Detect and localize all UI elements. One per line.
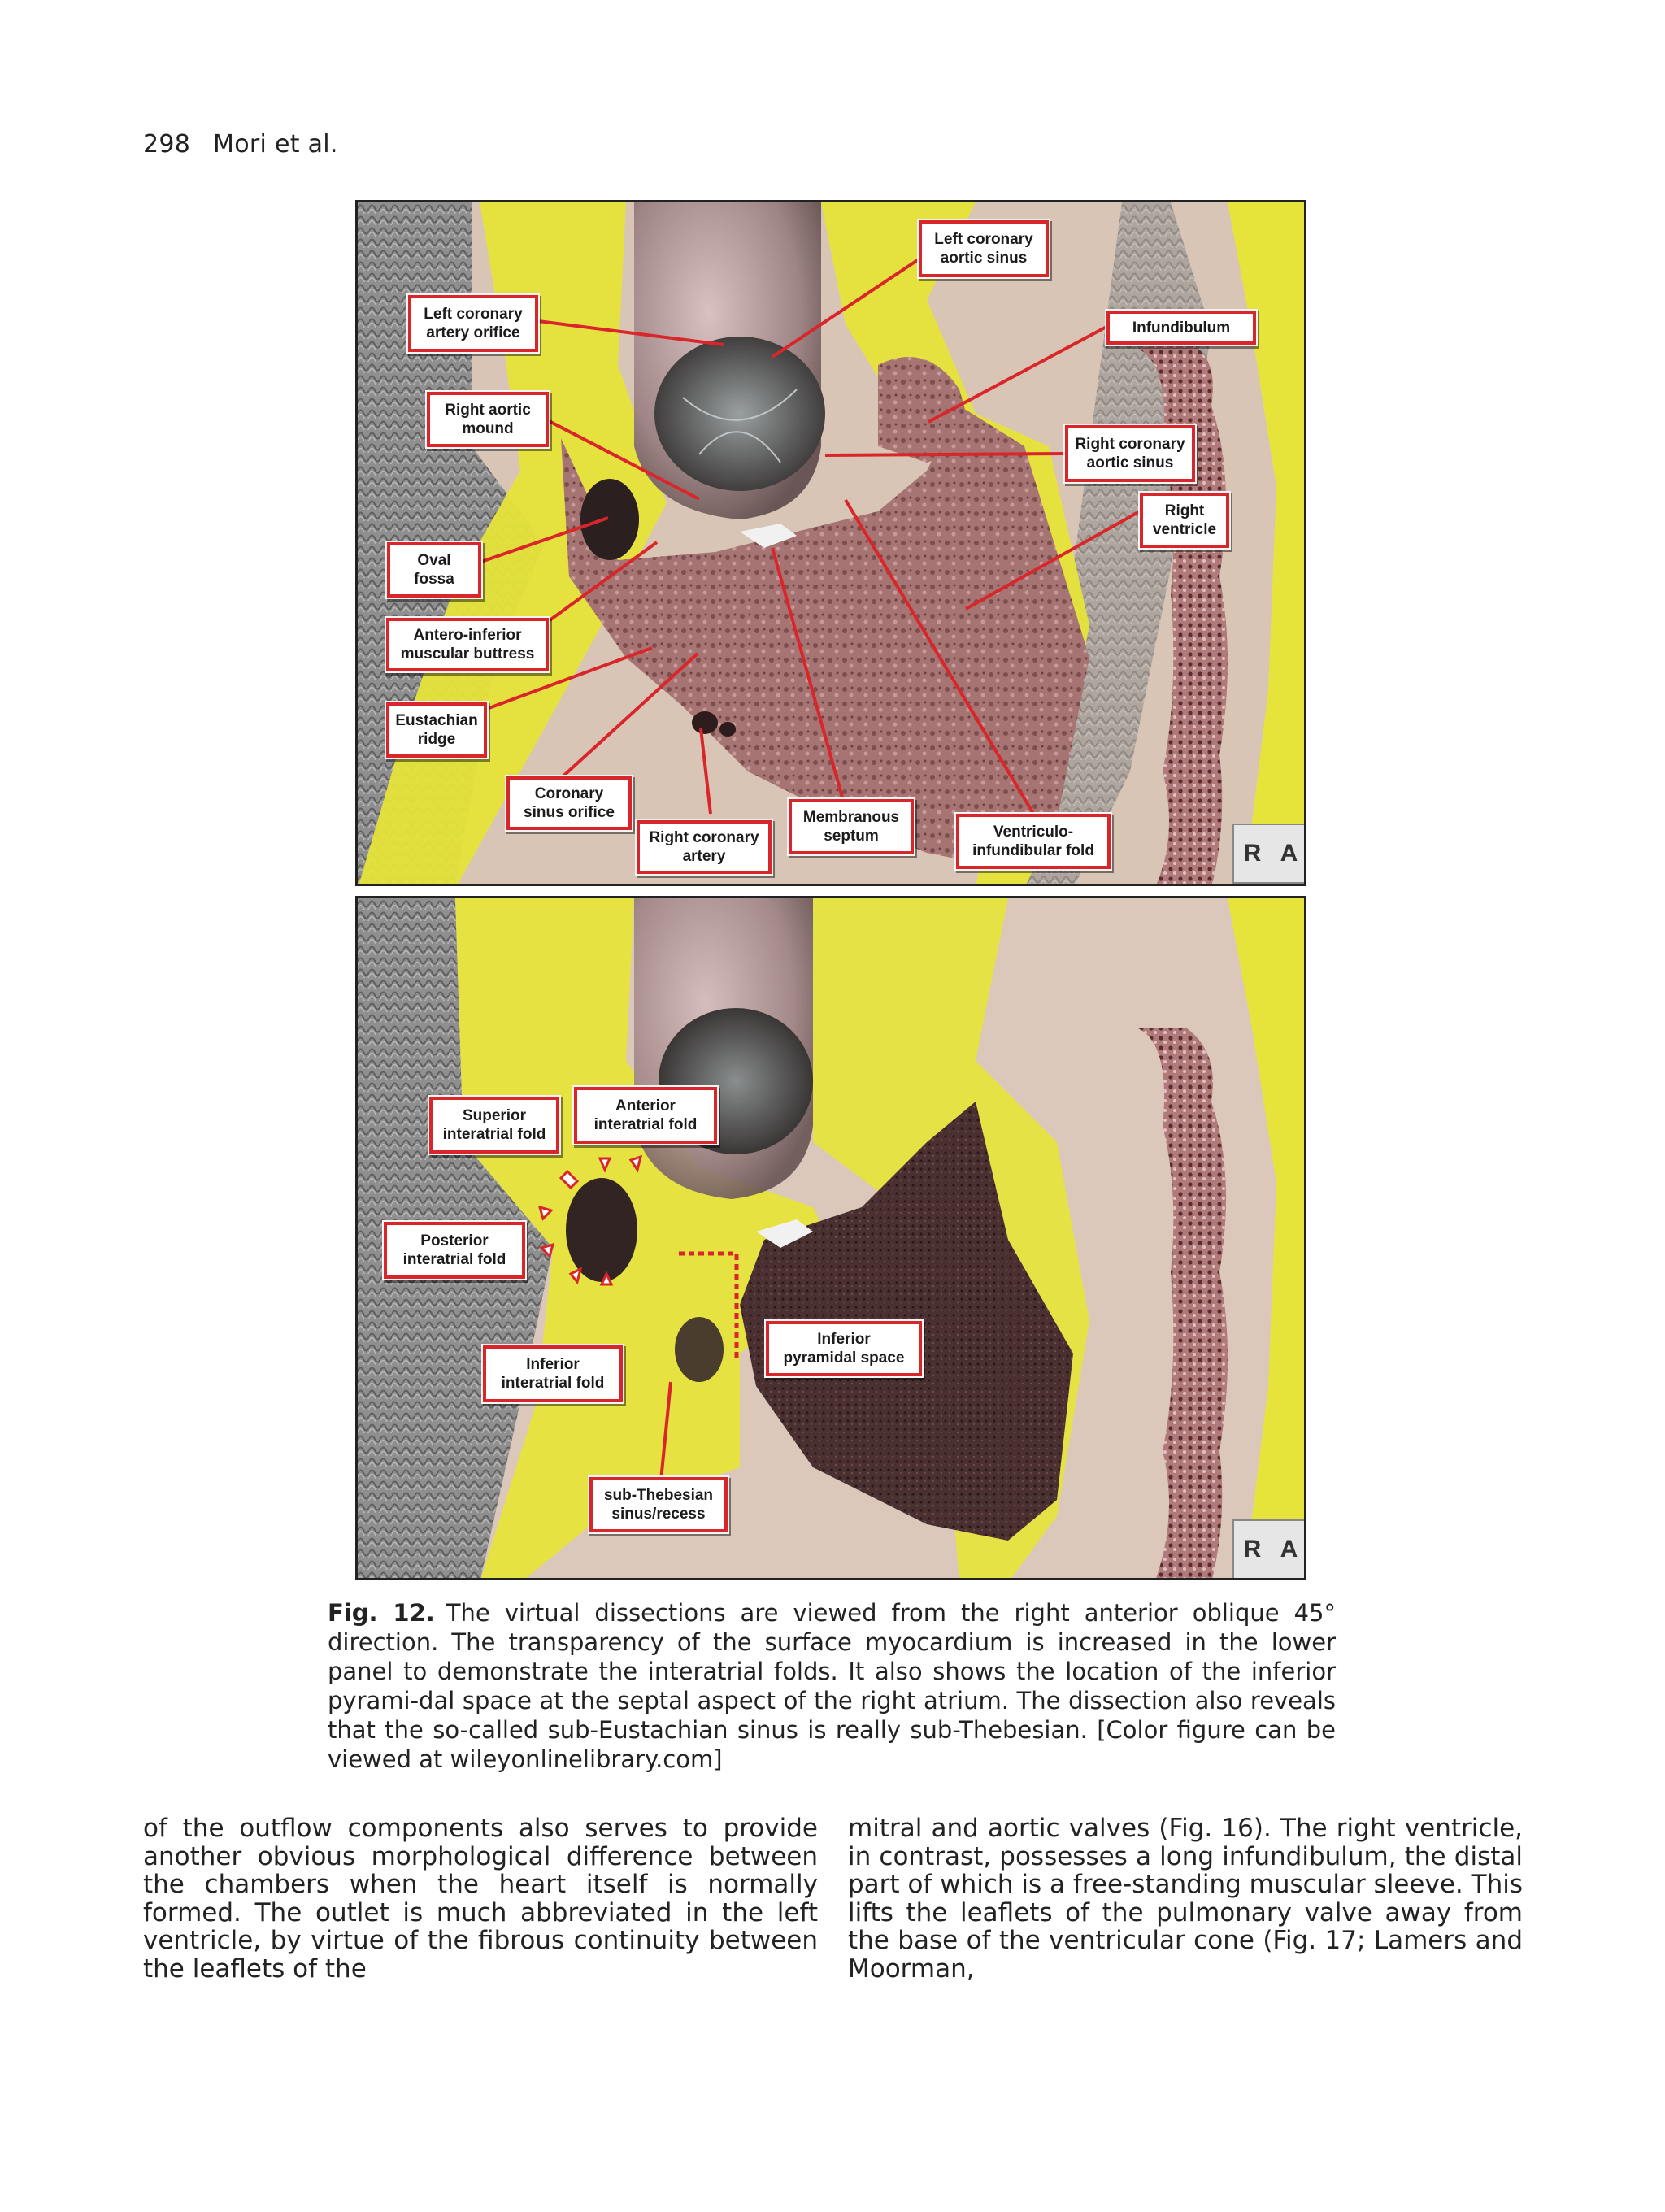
- orientation-anterior: A: [1280, 840, 1298, 867]
- figure-top-panel: [355, 200, 1306, 886]
- label-antero-inferior-muscular-buttress: Antero-inferior muscular buttress: [386, 618, 549, 671]
- label-infundibulum: Infundibulum: [1106, 311, 1256, 345]
- running-title: Mori et al.: [213, 130, 338, 159]
- label-right-coronary-artery: Right coronary artery: [637, 820, 772, 874]
- label-left-coronary-aortic-sinus: Left coronary aortic sinus: [919, 220, 1049, 277]
- label-right-aortic-mound: Right aortic mound: [427, 392, 549, 447]
- label-anterior-interatrial-fold: Anterior interatrial fold: [574, 1087, 717, 1144]
- label-membranous-septum: Membranous septum: [789, 799, 914, 854]
- label-sub-thebesian-sinus-recess: sub-Thebesian sinus/recess: [589, 1477, 728, 1532]
- oval-fossa-hole: [566, 1178, 637, 1282]
- sub-thebesian-recess: [675, 1317, 724, 1382]
- aortic-valve: [654, 337, 825, 491]
- orientation-anterior: A: [1280, 1536, 1298, 1562]
- orientation-marker: [1232, 824, 1306, 884]
- orientation-right: R: [1243, 840, 1262, 867]
- orientation-right: R: [1243, 1536, 1262, 1562]
- label-superior-interatrial-fold: Superior interatrial fold: [429, 1097, 559, 1154]
- label-eustachian-ridge: Eustachian ridge: [386, 702, 487, 758]
- body-text-left-column: of the outflow components also serves to provide another obvious morphological difference between the chambers when the heart itself is normally formed. The outlet is much abbreviated in the left ventricle, by virtue of the fibrous continuity between the leaflets of the: [143, 1814, 818, 1984]
- figure-caption-label: Fig. 12.: [328, 1599, 435, 1627]
- label-oval-fossa: Oval fossa: [387, 542, 481, 598]
- label-right-ventricle: Right ventricle: [1140, 493, 1229, 548]
- coronary-sinus-hole: [692, 711, 718, 734]
- figure-caption-text: The virtual dissections are viewed from the right anterior oblique 45° direction. The transparency of the surface myocardium is increased in the lower panel to demonstrate the interatrial folds. It also shows the location of the inferior pyrami-dal space at the septal aspect of the right atrium. The dissection also reveals that the so-called sub-Eustachian sinus is really sub-Thebesian. [Color figure can be viewed at wileyonlinelibrary.com]: [328, 1599, 1336, 1773]
- oval-fossa-hole: [580, 479, 639, 560]
- page-number: 298: [143, 130, 191, 159]
- figure-bottom-panel: [355, 896, 1306, 1580]
- label-posterior-interatrial-fold: Posterior interatrial fold: [384, 1222, 525, 1279]
- label-right-coronary-aortic-sinus: Right coronary aortic sinus: [1065, 425, 1195, 482]
- orientation-marker: [1232, 1519, 1306, 1580]
- label-inferior-interatrial-fold: Inferior interatrial fold: [483, 1345, 623, 1402]
- label-left-coronary-artery-orifice: Left coronary artery orifice: [408, 295, 538, 352]
- body-text-right-column: mitral and aortic valves (Fig. 16). The right ventricle, in contrast, possesses a long infundibulum, the distal part of which is a free-standing muscular sleeve. This lifts the leaflets of the pulmonary valve away from the base of the ventricular cone (Fig. 17; Lamers and Moorman,: [848, 1814, 1523, 1984]
- figure-caption: [328, 1598, 1336, 1774]
- label-coronary-sinus-orifice: Coronary sinus orifice: [506, 776, 632, 830]
- label-ventriculo-infundibular-fold: Ventriculo- infundibular fold: [956, 814, 1111, 869]
- page-header: [143, 130, 338, 159]
- label-inferior-pyramidal-space: Inferior pyramidal space: [766, 1321, 922, 1376]
